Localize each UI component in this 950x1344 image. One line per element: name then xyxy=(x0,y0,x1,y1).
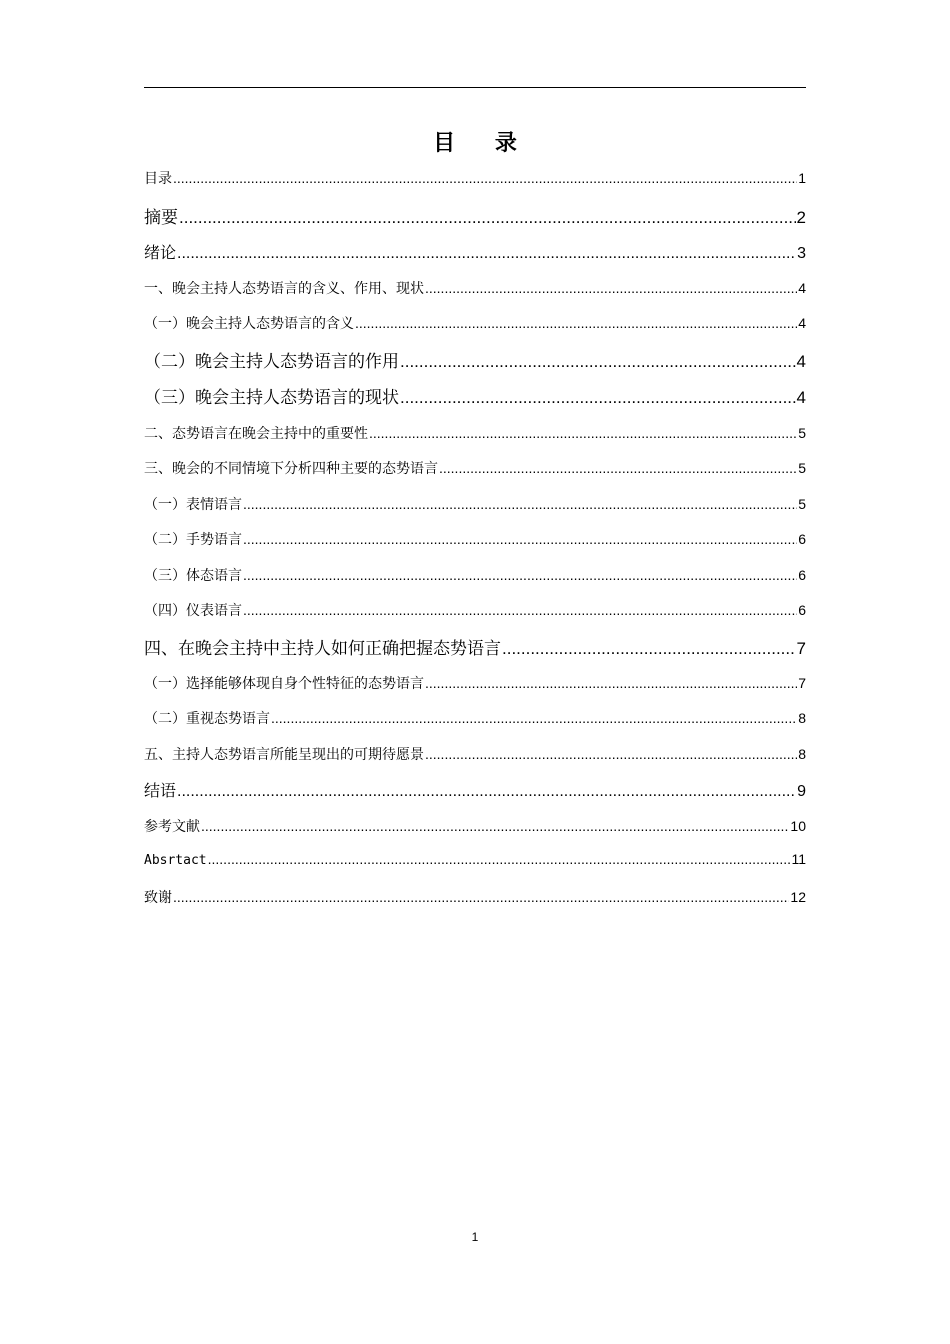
toc-entry[interactable] xyxy=(144,673,806,693)
toc-entry[interactable] xyxy=(144,203,806,228)
toc-dot-leader xyxy=(243,602,797,618)
toc-entry[interactable] xyxy=(144,278,806,298)
toc-entry-text: （二）晚会主持人态势语言的作用 xyxy=(144,352,399,372)
toc-entry[interactable] xyxy=(144,347,806,372)
toc-entry[interactable] xyxy=(144,313,806,333)
toc-entry-page: 7 xyxy=(796,639,806,658)
toc-dot-leader xyxy=(177,245,796,263)
toc-entry[interactable] xyxy=(144,383,806,408)
toc-entry-page: 4 xyxy=(796,388,806,407)
toc-dot-leader xyxy=(400,352,796,372)
toc-entry-text: 二、态势语言在晚会主持中的重要性 xyxy=(144,426,368,442)
toc-dot-leader xyxy=(243,496,797,512)
toc-entry[interactable] xyxy=(144,600,806,620)
toc-dot-leader xyxy=(355,315,797,331)
toc-dot-leader xyxy=(208,851,791,867)
toc-entry-page: 6 xyxy=(798,602,806,618)
toc-entry-text: 绪论 xyxy=(144,243,177,262)
toc-entry-page: 8 xyxy=(798,710,806,726)
toc-entry[interactable] xyxy=(144,240,806,263)
toc-entry-text: 四、在晚会主持中主持人如何正确把握态势语言 xyxy=(144,639,501,659)
toc-entry[interactable] xyxy=(144,168,806,188)
toc-entry[interactable] xyxy=(144,708,806,728)
toc-entry-text: （一）选择能够体现自身个性特征的态势语言 xyxy=(144,676,424,692)
toc-entry-text: （三）体态语言 xyxy=(144,568,242,584)
toc-entry-text: 参考文献 xyxy=(144,819,200,835)
toc-dot-leader xyxy=(173,170,797,186)
toc-entry-text: （二）重视态势语言 xyxy=(144,711,270,727)
footer-page-number: 1 xyxy=(471,1230,479,1244)
toc-entry[interactable] xyxy=(144,816,806,836)
toc-dot-leader xyxy=(425,280,797,296)
toc-entry[interactable] xyxy=(144,423,806,443)
toc-dot-leader xyxy=(243,531,797,547)
toc-entry-page: 1 xyxy=(798,170,806,186)
toc-dot-leader xyxy=(201,818,789,834)
toc-entry[interactable] xyxy=(144,458,806,478)
toc-entry-text: Absrtact xyxy=(144,853,207,868)
toc-entry[interactable] xyxy=(144,744,806,764)
toc-entry-page: 5 xyxy=(798,496,806,512)
toc-dot-leader xyxy=(425,675,797,691)
toc-entry-page: 12 xyxy=(790,889,806,905)
toc-entry-text: 摘要 xyxy=(144,208,178,228)
toc-entry[interactable] xyxy=(144,634,806,659)
toc-entry-page: 8 xyxy=(798,746,806,762)
toc-entry[interactable] xyxy=(144,851,806,868)
toc-entry[interactable] xyxy=(144,529,806,549)
toc-entry-page: 4 xyxy=(798,280,806,296)
toc-entry-text: 五、主持人态势语言所能呈现出的可期待愿景 xyxy=(144,747,424,763)
toc-dot-leader xyxy=(173,889,789,905)
toc-entry-text: 致谢 xyxy=(144,890,172,906)
toc-entry-page: 9 xyxy=(797,783,806,800)
toc-entry-text: （一）晚会主持人态势语言的含义 xyxy=(144,316,354,332)
toc-entry-page: 5 xyxy=(798,425,806,441)
toc-entry-page: 6 xyxy=(798,567,806,583)
toc-title: 目 录 xyxy=(433,130,533,156)
toc-entry[interactable] xyxy=(144,778,806,801)
toc-entry-page: 10 xyxy=(790,818,806,834)
toc-entry-page: 4 xyxy=(798,315,806,331)
toc-entry-text: 目录 xyxy=(144,171,172,187)
toc-entry[interactable] xyxy=(144,494,806,514)
toc-entry-page: 7 xyxy=(798,675,806,691)
toc-entry-text: （二）手势语言 xyxy=(144,532,242,548)
toc-entry-page: 5 xyxy=(798,460,806,476)
toc-entry-text: 一、晚会主持人态势语言的含义、作用、现状 xyxy=(144,281,424,297)
toc-dot-leader xyxy=(179,208,796,228)
toc-dot-leader xyxy=(243,567,797,583)
toc-entry[interactable] xyxy=(144,887,806,907)
toc-entry-page: 6 xyxy=(798,531,806,547)
toc-entry-text: 三、晚会的不同情境下分析四种主要的态势语言 xyxy=(144,461,438,477)
toc-dot-leader xyxy=(502,639,796,659)
toc-dot-leader xyxy=(425,746,797,762)
toc-entry-text: （三）晚会主持人态势语言的现状 xyxy=(144,388,399,408)
toc-entry-page: 11 xyxy=(791,851,806,867)
toc-entry-text: （一）表情语言 xyxy=(144,497,242,513)
toc-dot-leader xyxy=(439,460,797,476)
toc-entry-page: 2 xyxy=(796,208,806,227)
toc-dot-leader xyxy=(177,783,796,801)
toc-entry[interactable] xyxy=(144,565,806,585)
toc-entry-text: 结语 xyxy=(144,781,177,800)
toc-entry-text: （四）仪表语言 xyxy=(144,603,242,619)
toc-entry-page: 3 xyxy=(797,245,806,262)
toc-dot-leader xyxy=(271,710,797,726)
toc-entry-page: 4 xyxy=(796,352,806,371)
toc-dot-leader xyxy=(369,425,797,441)
toc-dot-leader xyxy=(400,388,796,408)
header-rule xyxy=(144,87,806,88)
